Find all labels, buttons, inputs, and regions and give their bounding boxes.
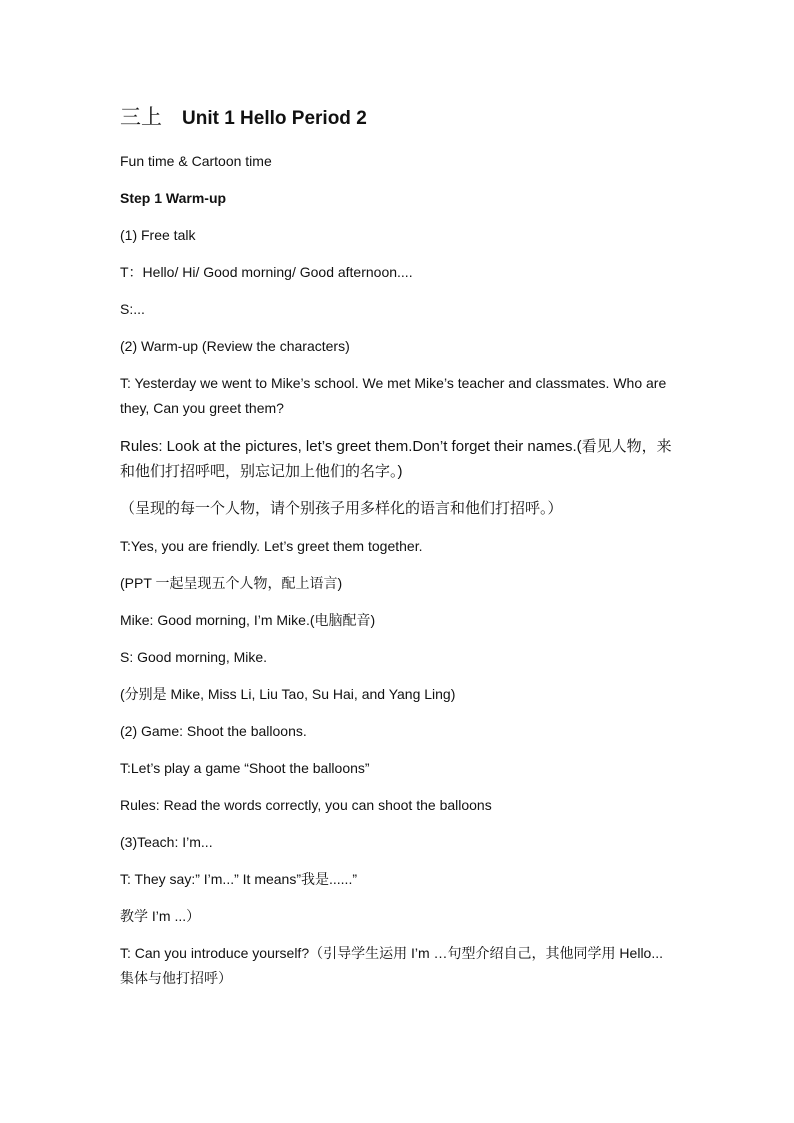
activity-heading: (2) Warm-up (Review the characters) xyxy=(120,338,350,354)
student-line: S: Good morning, Mike. xyxy=(120,649,268,665)
step-heading: Step 1 Warm-up xyxy=(120,190,227,206)
activity-heading: (2) Game: Shoot the balloons. xyxy=(120,723,307,739)
title-grade: 三上 xyxy=(120,106,162,129)
teacher-line: T:Let’s play a game “Shoot the balloons” xyxy=(120,760,370,776)
rules-line: Rules: Read the words correctly, you can shoot the balloons xyxy=(120,797,492,813)
document-body xyxy=(120,104,680,1004)
dialogue-line: Mike: Good morning, I’m Mike.(电脑配音) xyxy=(120,612,376,628)
teacher-line: T: They say:” I’m...” It means”我是......” xyxy=(120,871,358,887)
rules-line: Rules: Look at the pictures, let’s greet them.Don’t forget their names.(看见人物，来和他们打招呼吧，别忘记加上他们的名字。) xyxy=(120,438,672,480)
title-unit: Unit 1 Hello Period 2 xyxy=(182,108,367,129)
teacher-line: T: Yesterday we went to Mike’s school. We met Mike’s teacher and classmates. Who are they, Can you greet them? xyxy=(120,375,667,416)
note-line: (PPT 一起呈现五个人物，配上语言) xyxy=(120,575,343,591)
section-subtitle: Fun time & Cartoon time xyxy=(120,153,272,169)
activity-heading: (1) Free talk xyxy=(120,227,196,243)
activity-heading: (3)Teach: I’m... xyxy=(120,834,213,850)
teacher-line: T：Hello/ Hi/ Good morning/ Good afternoon.... xyxy=(120,264,413,280)
student-line: S:... xyxy=(120,301,145,317)
note-line: (分别是 Mike, Miss Li, Liu Tao, Su Hai, and Yang Ling) xyxy=(120,686,456,702)
note-line: 教学 I’m ...） xyxy=(120,908,201,924)
teacher-line: T:Yes, you are friendly. Let’s greet them together. xyxy=(120,538,423,554)
teacher-line: T: Can you introduce yourself?（引导学生运用 I’m …句型介绍自己，其他同学用 Hello... 集体与他打招呼） xyxy=(120,945,664,986)
page-title xyxy=(120,104,680,133)
note-line: （呈现的每一个人物，请个别孩子用多样化的语言和他们打招呼。） xyxy=(120,500,563,517)
